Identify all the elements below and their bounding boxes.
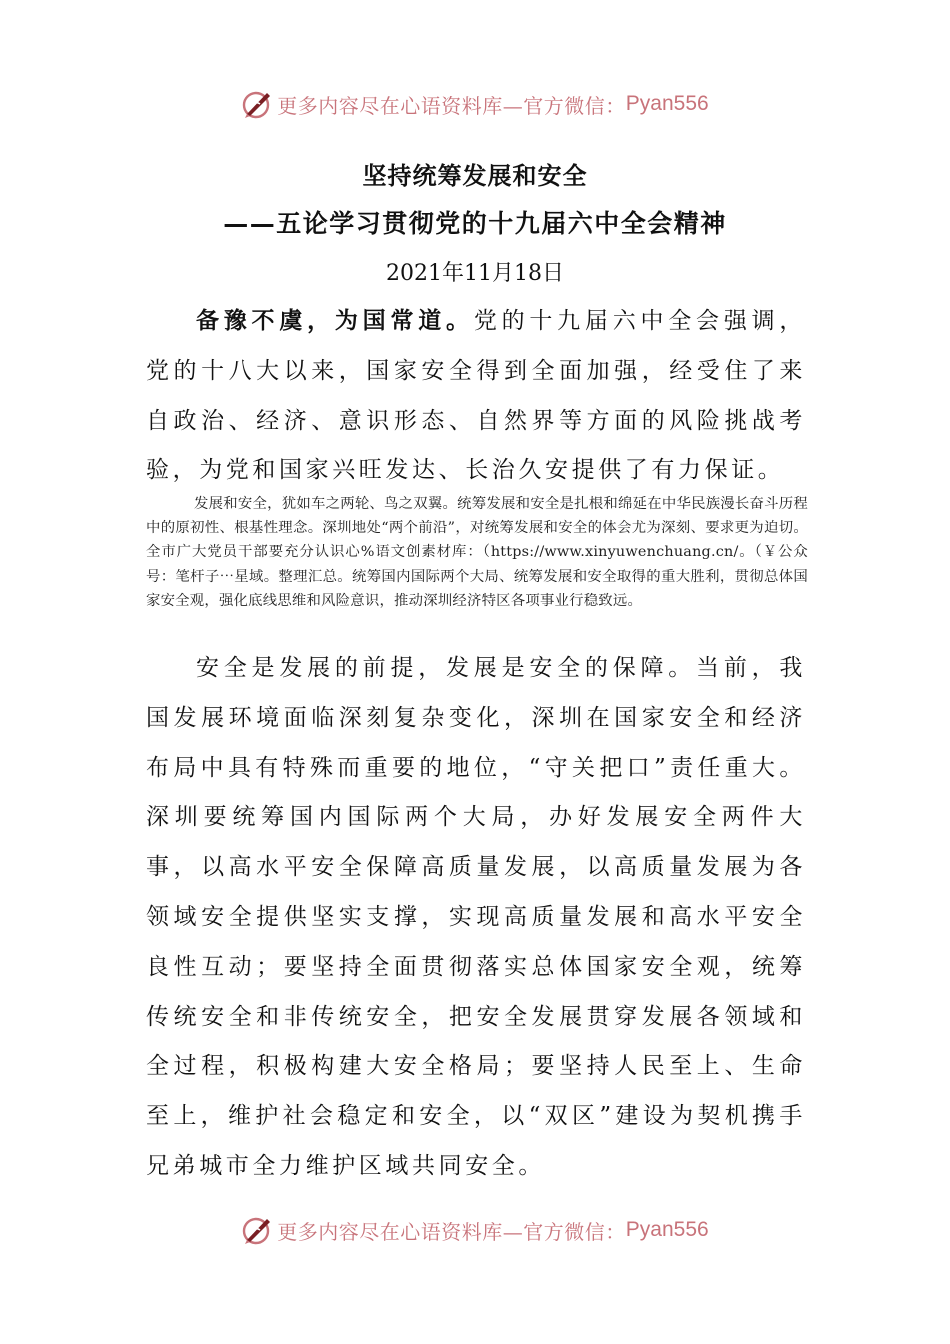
paragraph-2: 发展和安全，犹如车之两轮、鸟之双翼。统筹发展和安全是扎根和绵延在中华民族漫长奋斗历程中的原初性、根基性理念。深圳地处“两个前沿”，对统筹发展和安全的体会尤为深刻、要求更为迫切。全市广大党员干部要充分认识心%语文创素材库：（https://www.xinyuwenchuang.cn/。（￥公众号：笔杆子⋯星域。整理汇总。统筹国内国际两个大局、统筹发展和安全取得的重大胜利，贯彻总体国家安全观，强化底线思维和风险意识，推动深圳经济特区各项事业行稳致远。 bbox=[146, 496, 808, 609]
publish-date: 2021年11月18日 bbox=[386, 261, 564, 286]
paragraph-1 bbox=[146, 296, 806, 496]
page-title: 坚持统筹发展和安全 bbox=[362, 161, 588, 190]
page-subtitle: ——五论学习贯彻党的十九届六中全会精神 bbox=[223, 209, 727, 238]
footer-banner bbox=[0, 1210, 950, 1250]
header-banner bbox=[0, 84, 950, 124]
pen-logo-icon bbox=[241, 88, 273, 120]
banner-text: 更多内容尽在心语资料库—官方微信： bbox=[277, 93, 626, 118]
footer-banner-wechat-id: Pyan556 bbox=[625, 1218, 709, 1241]
banner-wechat-id: Pyan556 bbox=[625, 92, 709, 115]
pen-logo-icon bbox=[241, 1214, 273, 1246]
footer-banner-text: 更多内容尽在心语资料库—官方微信： bbox=[277, 1219, 626, 1244]
paragraph-1-lead: 备豫不虞，为国常道。 bbox=[196, 307, 474, 334]
paragraph-1-body: 党的十九届六中全会强调，党的十八大以来，国家安全得到全面加强，经受住了来自政治、经济、意识形态、自然界等方面的风险挑战考验，为党和国家兴旺发达、长治久安提供了有力保证。 bbox=[146, 308, 807, 484]
paragraph-3: 安全是发展的前提，发展是安全的保障。当前，我国发展环境面临深刻复杂变化，深圳在国家安全和经济布局中具有特殊而重要的地位，“守关把口”责任重大。深圳要统筹国内国际两个大局，办好发展安全两件大事，以高水平安全保障高质量发展，以高质量发展为各领域安全提供坚实支撑，实现高质量发展和高水平安全良性互动；要坚持全面贯彻落实总体国家安全观，统筹传统安全和非传统安全，把安全发展贯穿发展各领域和全过程，积极构建大安全格局；要坚持人民至上、生命至上，维护社会稳定和安全，以“双区”建设为契机携手兄弟城市全力维护区域共同安全。 bbox=[146, 655, 806, 1179]
